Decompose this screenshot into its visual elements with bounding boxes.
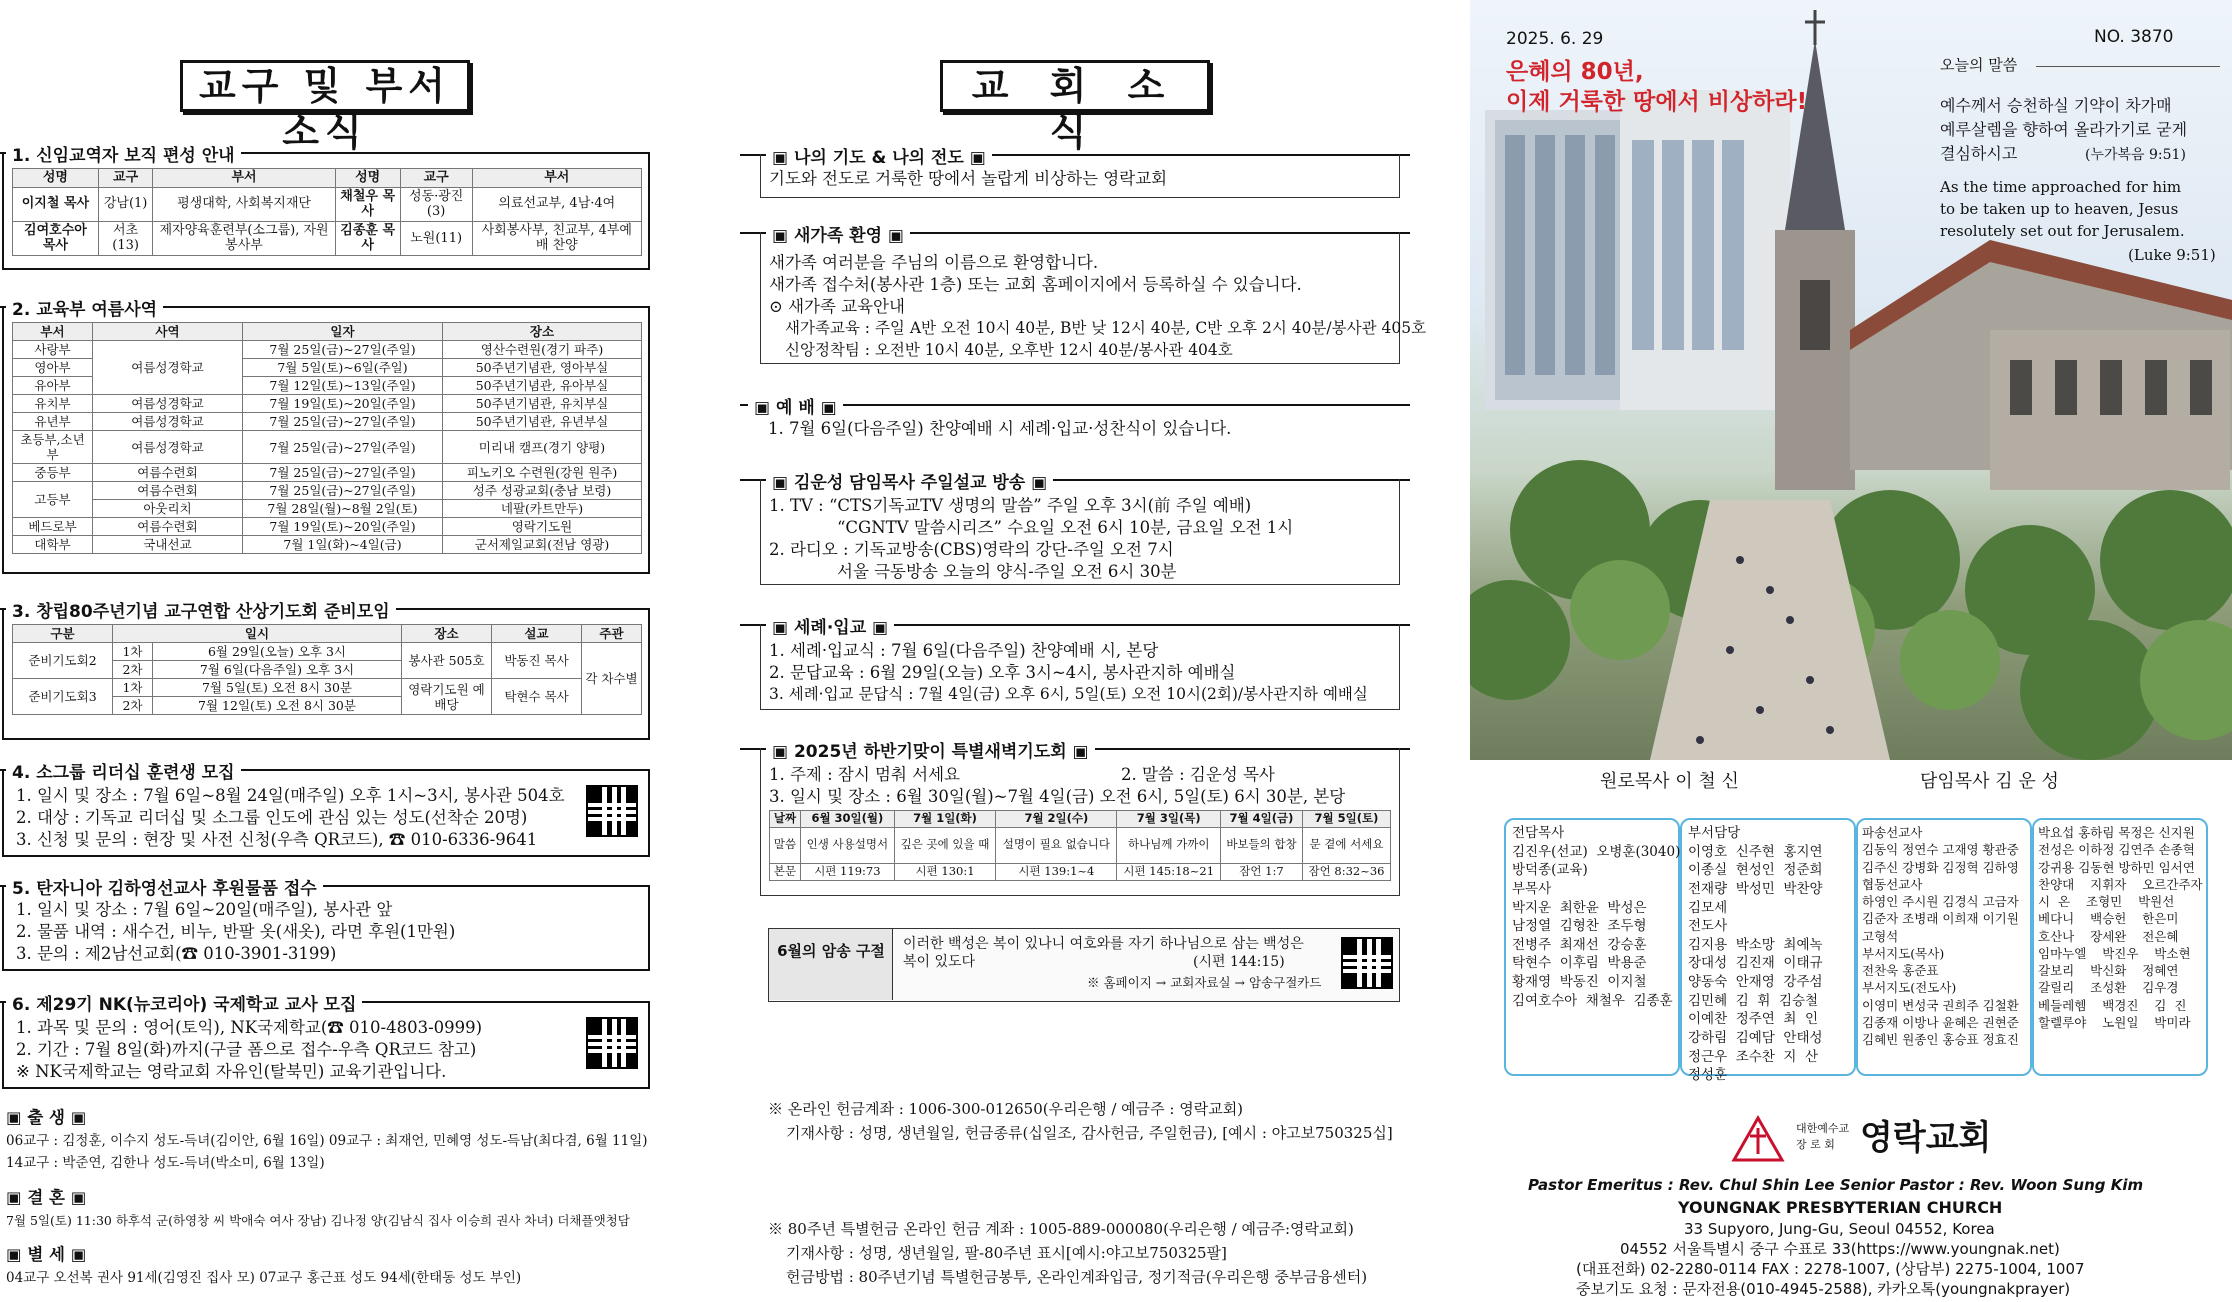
address-korean: 04552 서울특별시 중구 수표로 33(https://www.youngnak.net)	[1620, 1240, 2060, 1258]
memory-verse-label: 6월의 암송 구절	[777, 942, 885, 960]
prayer-text: 기도와 전도로 거룩한 땅에서 놀랍게 비상하는 영락교회	[769, 169, 1168, 188]
english-church-name: YOUNGNAK PRESBYTERIAN CHURCH	[1678, 1198, 2003, 1217]
table-row: 유치부 여름성경학교 7월 19일(토)~20일(주일) 50주년기념관, 유치부실	[13, 395, 642, 413]
dawn-prayer-table	[769, 810, 1391, 881]
summer-ministry-box	[2, 306, 650, 574]
table-header-row: 성명 교구 부서 성명 교구 부서	[13, 169, 642, 188]
info-line: 2. 대상 : 기독교 리더십 및 소그룹 인도에 관심 있는 성도(선착순 20명)	[16, 808, 528, 827]
verse-english: resolutely set out for Jerusalem.	[1940, 222, 2185, 240]
info-line: 1. TV : “CTS기독교TV 생명의 말씀” 주일 오후 3시(前 주일 예배)	[769, 496, 1252, 515]
info-line: 2. 기간 : 7월 8일(화)까지(구글 폼으로 접수-우측 QR코드 참고)	[16, 1040, 477, 1059]
info-line: 3. 문의 : 제2남선교회(☎ 010-3901-3199)	[16, 944, 337, 963]
info-line: 1. 일시 및 장소 : 7월 6일~8월 24일(매주일) 오후 1시~3시, 봉사관 504호	[16, 786, 565, 805]
dawn-prayer-box	[760, 748, 1400, 896]
staff-box	[1504, 818, 1680, 1076]
prayer-meeting-box	[2, 608, 650, 740]
verse-english: As the time approached for him	[1940, 178, 2182, 196]
page-title: 교 회 소 식	[940, 60, 1210, 112]
section-heading: ▣ 새가족 환영 ▣	[766, 221, 910, 246]
table-row: 이지철 목사 강남(1) 평생대학, 사회복지재단 채철우 목사 성동·광진(3) 의료선교부, 4남·4여	[13, 187, 642, 221]
table-row: 본문 시편 119:73 시편 130:1 시편 139:1~4 시편 145:18~21 잠언 1:7 잠언 8:32~36	[770, 863, 1391, 880]
table-header-row: 구분 일시 장소 설교 주관	[13, 625, 642, 643]
info-line: 1. 세례·입교식 : 7월 6일(다음주일) 찬양예배 시, 본당	[769, 641, 1159, 660]
info-line: 2. 물품 내역 : 새수건, 비누, 반팔 옷(새옷), 라면 후원(1만원)	[16, 922, 456, 941]
church-name: 영락교회	[1860, 1118, 1992, 1158]
verse-korean: 예수께서 승천하실 기약이 차가매	[1940, 96, 2172, 115]
special-offering-note: 기재사항 : 성명, 생년월일, 팔-80주년 표시[예시:야고보750325팔]	[786, 1244, 1227, 1262]
verse-korean: 예루살렘을 향하여 올라가기로 굳게	[1940, 120, 2188, 139]
funeral-line: 04교구 오선복 권사 91세(김영진 집사 모) 07교구 홍근표 성도 94세(한태동 성도 부인)	[6, 1270, 522, 1286]
table-row: 준비기도회3 1차 7월 5일(토) 오전 8시 30분 영락기도원 예배당 탁현수 목사	[13, 679, 642, 697]
section-heading: 2. 교육부 여름사역	[6, 295, 163, 320]
table-row: 중등부 여름수련회 7월 25일(금)~27일(주일) 피노키오 수련원(강원 원주)	[13, 464, 642, 482]
column-cover	[1470, 0, 2232, 1302]
section-heading: 4. 소그룹 리더십 훈련생 모집	[6, 758, 241, 783]
special-offering-method: 헌금방법 : 80주년기념 특별헌금봉투, 온라인계좌입금, 정기적금(우리은행 중부금융센터)	[786, 1268, 1368, 1286]
section-heading: ▣ 예 배 ▣	[748, 393, 843, 418]
slogan: 이제 거룩한 땅에서 비상하라!	[1506, 89, 1808, 115]
table-header-row: 부서 사역 일자 장소	[13, 323, 642, 341]
table-row: 준비기도회2 1차 6월 29일(오늘) 오후 3시 봉사관 505호 박동진 목사 각 차수별	[13, 643, 642, 661]
staff-list: 전담목사 김진우(선교) 오병훈(3040) 방덕종(교육) 부목사 박지운 최한윤 박성은 남정열 김형찬 조두형 전병주 최재선 강승훈 탁현수 이후림 박용준 황재영 박동진 이지철 김여호수아 채철우 김종훈	[1512, 825, 1681, 1009]
page-title: 교구 및 부서소식	[180, 60, 470, 112]
section-heading: ▣ 세례·입교 ▣	[766, 613, 894, 638]
wedding-line: 7월 5일(토) 11:30 하후석 군(하영창 씨 박애숙 여사 장남) 김나정 양(김남식 집사 이승희 권사 차녀) 더채플앳청담	[6, 1213, 630, 1228]
column-church-news	[740, 0, 1430, 1302]
memory-verse-text: 복이 있도다	[903, 954, 976, 970]
table-row: 베드로부 여름수련회 7월 19일(토)~20일(주일) 영락기도원	[13, 518, 642, 536]
senior-pastor: 담임목사 김 운 성	[1920, 771, 2059, 792]
phone-numbers: (대표전화) 02-2280-0114 FAX : 2278-1007, (상담부) 2275-1004, 1007	[1576, 1260, 2085, 1278]
info-line: 신앙정착팀 : 오전반 10시 40분, 오후반 12시 40분/봉사관 404호	[785, 341, 1233, 359]
staff-list: 부서담당 이영호 신주현 홍지연 이종실 현성인 정준희 전재량 박성민 박찬양 김모세 전도사 김지용 박소망 최예녹 장대성 김진재 이태규 양동숙 안재영 강주섬 김민혜 김 휘 김승철 이예찬 정주연 최 인 강하림 김예담 안태성 정근우 조수찬 지 산 정성훈	[1688, 825, 1823, 1084]
prayer-meeting-table	[12, 624, 642, 715]
table-header-row: 날짜 6월 30일(월) 7월 1일(화) 7월 2일(수) 7월 3일(목) 7월 4일(금) 7월 5일(토)	[770, 811, 1391, 828]
teacher-recruit-box	[2, 1001, 650, 1089]
offering-note: 기재사항 : 성명, 생년월일, 헌금종류(십일조, 감사헌금, 주일헌금), [예시 : 야고보750325십]	[786, 1124, 1393, 1142]
leadership-box	[2, 769, 650, 857]
funeral-heading: ▣ 별 세 ▣	[6, 1245, 87, 1264]
staff-assignment-box	[2, 152, 650, 270]
pastor-emeritus: 원로목사 이 철 신	[1600, 771, 1739, 792]
table-row: 유년부 여름성경학교 7월 25일(금)~27일(주일) 50주년기념관, 유년부실	[13, 413, 642, 431]
info-line: 1. 과목 및 문의 : 영어(토익), NK국제학교(☎ 010-4803-0999)	[16, 1018, 483, 1037]
column-department-news	[0, 0, 660, 1302]
info-line: 새가족 접수처(봉사관 1층) 또는 교회 홈페이지에서 등록하실 수 있습니다.	[769, 275, 1302, 294]
denomination: 대한예수교	[1796, 1122, 1850, 1135]
table-row: 초등부,소년부 여름성경학교 7월 25일(금)~27일(주일) 미리내 캠프(경기 양평)	[13, 431, 642, 464]
info-line: 2. 문답교육 : 6월 29일(오늘) 오후 3시~4시, 봉사관지하 예배실	[769, 663, 1236, 682]
summer-ministry-table	[12, 322, 642, 554]
memory-verse-box	[768, 928, 1400, 1002]
baptism-box	[760, 624, 1400, 710]
memory-verse-text: 이러한 백성은 복이 있나니 여호와를 자기 하나님으로 삼는 백성은	[903, 936, 1304, 952]
address-english: 33 Supyoro, Jung-Gu, Seoul 04552, Korea	[1684, 1220, 1995, 1238]
section-heading: ▣ 김운성 담임목사 주일설교 방송 ▣	[766, 468, 1053, 493]
info-line: 2. 말씀 : 김운성 목사	[1121, 765, 1275, 784]
staff-list: 박요섭 홍하림 목정은 신지원 전성은 이하정 김연주 손종혁 강귀용 김동현 방하민 임서연 찬양대 지휘자 오르간주자 시 온 조형민 박원선 베다니 백승헌 한은미 호산나 장세완 전은혜 임마누엘 박진우 박소현 갈보리 박신화 정혜연 갈릴리 조성환 김우경 베들레헴 백경진 김 진 할렐루야 노원일 박미라	[2038, 825, 2203, 1030]
memory-verse-ref: (시편 144:15)	[1193, 954, 1285, 970]
section-heading: 3. 창립80주년기념 교구연합 산상기도회 준비모임	[6, 597, 396, 622]
section-heading: 1. 신임교역자 보직 편성 안내	[6, 141, 241, 166]
verse-korean-ref: (누가복음 9:51)	[2085, 147, 2186, 163]
verse-korean: 결심하시고	[1940, 144, 2018, 163]
broadcast-box	[760, 479, 1400, 585]
word-label: 오늘의 말씀	[1940, 56, 2018, 74]
info-line: 서울 극동방송 오늘의 양식-주일 오전 6시 30분	[837, 562, 1177, 581]
info-line: 2. 라디오 : 기독교방송(CBS)영락의 강단-주일 오전 7시	[769, 540, 1174, 559]
verse-english: to be taken up to heaven, Jesus	[1940, 200, 2179, 218]
verse-english-ref: (Luke 9:51)	[2128, 246, 2216, 264]
table-row: 말씀 인생 사용설명서 깊은 곳에 있을 때 설명이 필요 없습니다 하나님께 가까이 바보들의 합창 문 곁에 서세요	[770, 827, 1391, 863]
section-heading: ▣ 2025년 하반기맞이 특별새벽기도회 ▣	[766, 737, 1095, 762]
staff-list: 파송선교사 김동익 정연수 고재영 황관중 김주신 강병화 김정혁 김하영 협동선교사 하영인 주시원 김경식 고금자 김준자 조병래 이희재 이기원 고형석 부서지도(목사) 전찬욱 홍준표 부서지도(전도사) 이영미 변성국 권희주 김철환 김종재 이방나 윤혜은 권현준 김혜빈 원종인 홍승표 정효진	[1862, 825, 2019, 1047]
birth-line: 06교구 : 김정훈, 이수지 성도-득녀(김이안, 6월 16일) 09교구 : 최재언, 민혜영 성도-득남(최다겸, 6월 11일)	[6, 1133, 648, 1149]
staff-assignment-table	[12, 168, 642, 256]
church-logo-icon	[1728, 1114, 1788, 1166]
info-line: 3. 일시 및 장소 : 6월 30일(월)~7월 4일(금) 오전 6시, 5일(토) 6시 30분, 본당	[769, 787, 1346, 806]
issue-number: NO. 3870	[2094, 27, 2174, 47]
table-row: 2차 7월 6일(다음주일) 오후 3시	[13, 661, 642, 679]
info-line: 새가족 여러분을 주님의 이름으로 환영합니다.	[769, 253, 1099, 272]
table-row: 김여호수아 목사 서초(13) 제자양육훈련부(소그룹), 자원봉사부 김종훈 목사 노원(11) 사회봉사부, 친교부, 4부예배 찬양	[13, 221, 642, 255]
staff-box	[2032, 818, 2208, 1076]
qr-code-icon[interactable]	[1341, 937, 1393, 989]
slogan: 은혜의 80년,	[1506, 59, 1644, 85]
table-row: 고등부 여름수련회 7월 25일(금)~27일(주일) 성주 성광교회(충남 보령)	[13, 482, 642, 500]
info-line: ※ NK국제학교는 영락교회 자유인(탈북민) 교육기관입니다.	[16, 1062, 447, 1081]
denomination: 장 로 회	[1796, 1138, 1835, 1151]
section-heading: ▣ 나의 기도 & 나의 전도 ▣	[766, 143, 992, 168]
info-line: 1. 주제 : 잠시 멈춰 서세요	[769, 765, 960, 784]
issue-date: 2025. 6. 29	[1506, 29, 1604, 49]
staff-box	[1680, 818, 1856, 1084]
info-line: 1. 일시 및 장소 : 7월 6일~20일(매주일), 봉사관 앞	[16, 900, 393, 919]
table-row: 영아부 7월 5일(토)~6일(주일) 50주년기념관, 영아부실	[13, 359, 642, 377]
birth-heading: ▣ 출 생 ▣	[6, 1108, 87, 1127]
welcome-box	[760, 232, 1427, 364]
special-offering-account: ※ 80주년 특별헌금 온라인 헌금 계좌 : 1005-889-000080(우리은행 / 예금주:영락교회)	[768, 1220, 1354, 1238]
table-row: 유아부 7월 12일(토)~13일(주일) 50주년기념관, 유아부실	[13, 377, 642, 395]
section-heading: 5. 탄자니아 김하영선교사 후원물품 접수	[6, 874, 323, 899]
table-row: 2차 7월 12일(토) 오전 8시 30분	[13, 697, 642, 715]
memory-verse-path: ※ 홈페이지 → 교회자료실 → 암송구절카드	[1087, 975, 1322, 990]
section-heading: 6. 제29기 NK(뉴코리아) 국제학교 교사 모집	[6, 990, 362, 1015]
wedding-heading: ▣ 결 혼 ▣	[6, 1188, 87, 1207]
english-pastors: Pastor Emeritus : Rev. Chul Shin Lee Senior Pastor : Rev. Woon Sung Kim	[1528, 1176, 2144, 1194]
prayer-request: 중보기도 요청 : 문자전용(010-4945-2588), 카카오톡(youngnakprayer)	[1576, 1280, 2071, 1298]
info-line: 3. 세례·입교 문답식 : 7월 4일(금) 오후 6시, 5일(토) 오전 10시(2회)/봉사관지하 예배실	[769, 685, 1368, 703]
qr-code-icon[interactable]	[586, 785, 638, 837]
info-line: 새가족교육 : 주일 A반 오전 10시 40분, B반 낮 12시 40분, C반 오후 2시 40분/봉사관 405호	[785, 319, 1427, 337]
prayer-box	[760, 154, 1400, 198]
table-row: 사랑부 여름성경학교 7월 25일(금)~27일(주일) 영산수련원(경기 파주)	[13, 341, 642, 359]
table-row: 대학부 국내선교 7월 1일(화)~4일(금) 군서제일교회(전남 영광)	[13, 536, 642, 554]
qr-code-icon[interactable]	[586, 1017, 638, 1069]
donation-box	[2, 885, 650, 971]
birth-line: 14교구 : 박준연, 김한나 성도-득녀(박소미, 6월 13일)	[6, 1155, 325, 1171]
info-line: ⊙ 새가족 교육안내	[769, 297, 905, 316]
info-line: 3. 신청 및 문의 : 현장 및 사전 신청(우측 QR코드), ☎ 010-6336-9641	[16, 830, 538, 849]
staff-box	[1856, 818, 2032, 1076]
offering-account: ※ 온라인 헌금계좌 : 1006-300-012650(우리은행 / 예금주 : 영락교회)	[768, 1100, 1244, 1118]
info-line: “CGNTV 말씀시리즈” 수요일 오전 6시 10분, 금요일 오전 1시	[837, 518, 1294, 537]
table-row: 아웃리치 7월 28일(월)~8월 2일(토) 네팔(카트만두)	[13, 500, 642, 518]
worship-notice: 1. 7월 6일(다음주일) 찬양예배 시 세례·입교·성찬식이 있습니다.	[768, 419, 1232, 438]
